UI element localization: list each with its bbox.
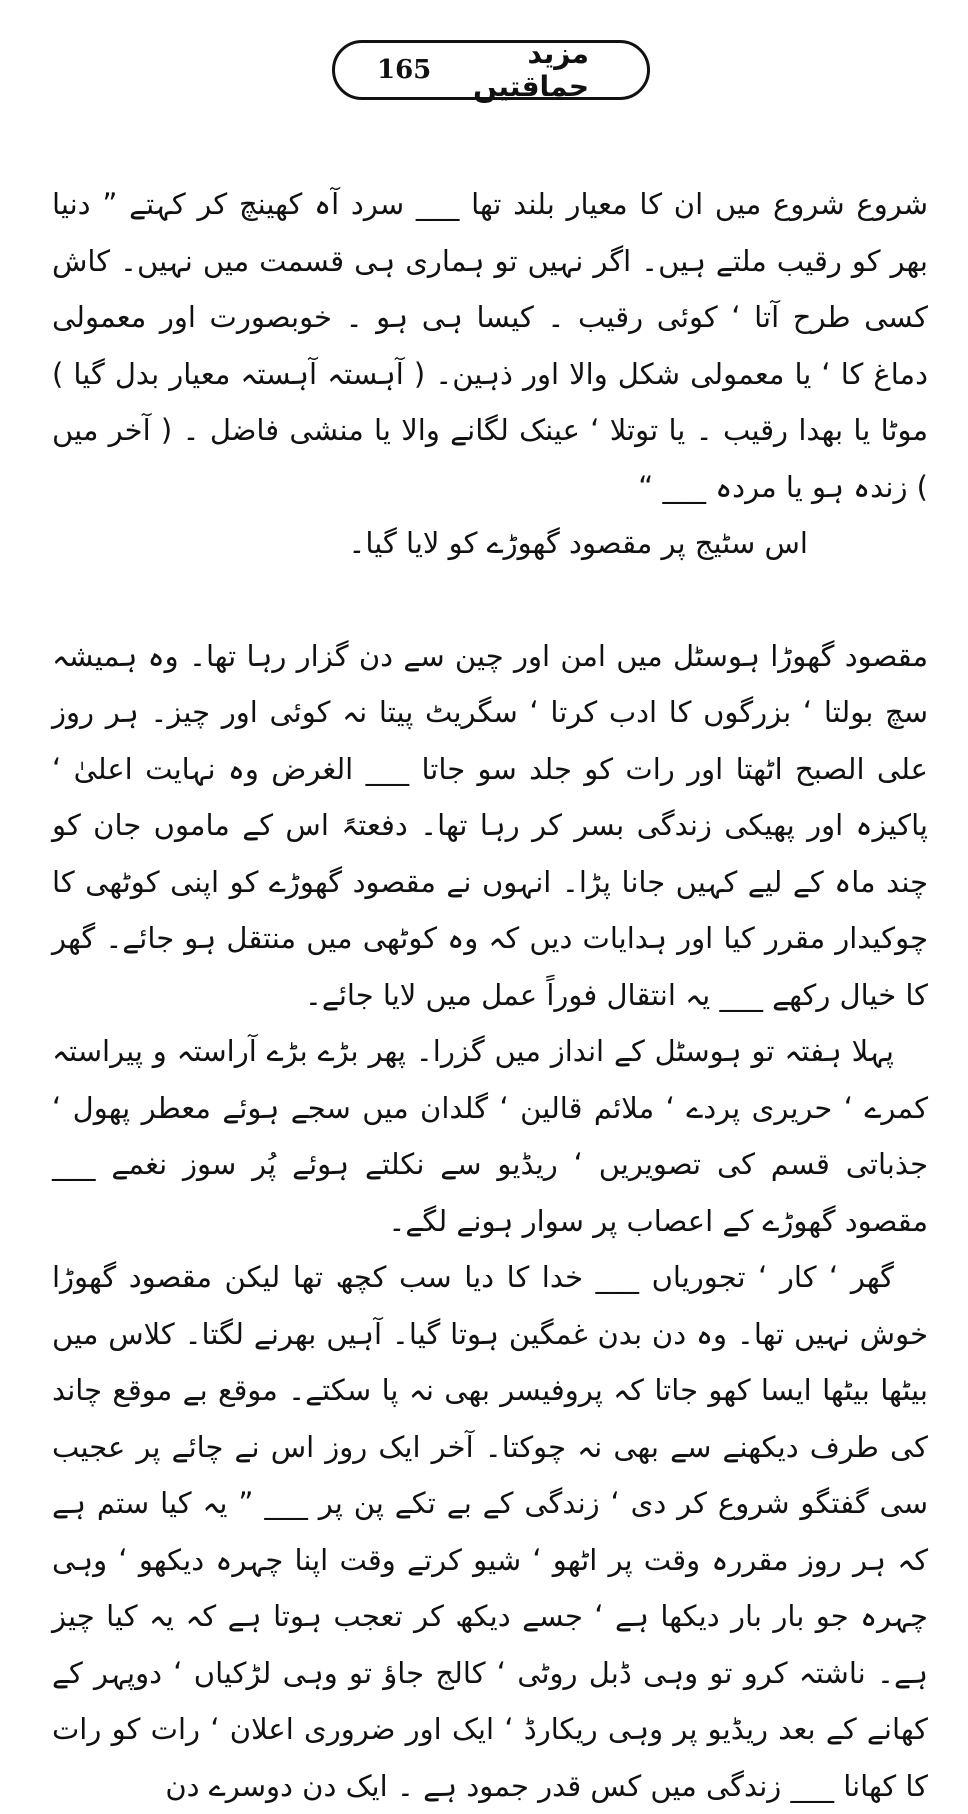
page-number: 165	[377, 55, 432, 85]
book-title: مزید حماقتیں	[473, 37, 589, 103]
paragraph: شروع شروع میں ان کا معیار بلند تھا ___ سرد آہ کھینچ کر کہتے ” دنیا بھر کو رقیب ملتے ہیں۔ اگر نہیں تو ہماری ہی قسمت میں نہیں۔ کاش کسی طرح آتا ‘ کوئی رقیب ۔ کیسا ہی ہو ۔ خوبصورت اور معمولی دماغ کا ‘ یا معمولی شکل والا اور ذہین۔ ( آہستہ آہستہ معیار بدل گیا ) موٹا یا بھدا رقیب ۔ یا توتلا ‘ عینک لگانے والا یا منشی فاضل ۔ ( آخر میں ) زندہ ہو یا مردہ ___ “	[52, 187, 928, 504]
section-gap	[52, 572, 928, 628]
paragraph: اس سٹیج پر مقصود گھوڑے کو لایا گیا۔	[348, 526, 808, 560]
paragraph: گھر ‘ کار ‘ تجوریاں ___ خدا کا دیا سب کچھ تھا لیکن مقصود گھوڑا خوش نہیں تھا۔ وہ دن بدن غمگین ہوتا گیا۔ آہیں بھرنے لگتا۔ کلاس میں بیٹھا بیٹھا ایسا کھو جاتا کہ پروفیسر بھی نہ پا سکتے۔ موقع بے موقع چاند کی طرف دیکھنے سے بھی نہ چوکتا۔ آخر ایک روز اس نے چائے پر عجیب سی گفتگو شروع کر دی ‘ زندگی کے بے تکے پن پر ___ ” یہ کیا ستم ہے کہ ہر روز مقررہ وقت پر اٹھو ‘ شیو کرتے وقت اپنا چہرہ دیکھو ‘ وہی چہرہ جو بار بار دیکھا ہے ‘ جسے دیکھ کر تعجب ہوتا ہے کہ یہ کیا چیز ہے۔ ناشتہ کرو تو وہی ڈبل روٹی ‘ کالج جاؤ تو وہی لڑکیاں ‘ دوپہر کے کھانے کے بعد ریڈیو پر وہی ریکارڈ ‘ ایک اور ضروری اعلان ‘ رات کو رات کا کھانا ___ زندگی میں کس قدر جمود ہے ۔ ایک دن دوسرے دن	[52, 1260, 928, 1803]
paragraph: پہلا ہفتہ تو ہوسٹل کے انداز میں گزرا۔ پھر بڑے بڑے آراستہ و پیراستہ کمرے ‘ حریری پردے ‘ ملائم قالین ‘ گلدان میں سجے ہوئے معطر پھول ‘ جذباتی قسم کی تصویریں ‘ ریڈیو سے نکلتے ہوئے پُر سوز نغمے ___ مقصود گھوڑے کے اعصاب پر سوار ہونے لگے۔	[52, 1034, 928, 1238]
paragraph: مقصود گھوڑا ہوسٹل میں امن اور چین سے دن گزار رہا تھا۔ وہ ہمیشہ سچ بولتا ‘ بزرگوں کا ادب کرتا ‘ سگریٹ پیتا نہ کوئی اور چیز۔ ہر روز علی الصبح اٹھتا اور رات کو جلد سو جاتا ___ الغرض وہ نہایت اعلیٰ ‘ پاکیزہ اور پھیکی زندگی بسر کر رہا تھا۔ دفعتہً اس کے ماموں جان کو چند ماہ کے لیے کہیں جانا پڑا۔ انہوں نے مقصود گھوڑے کو اپنی کوٹھی کا چوکیدار مقرر کیا اور ہدایات دیں کہ وہ کوٹھی میں منتقل ہو جائے۔ گھر کا خیال رکھے ___ یہ انتقال فوراً عمل میں لایا جائے۔	[52, 638, 929, 1012]
page-body	[52, 176, 928, 1814]
page-header	[332, 37, 650, 103]
